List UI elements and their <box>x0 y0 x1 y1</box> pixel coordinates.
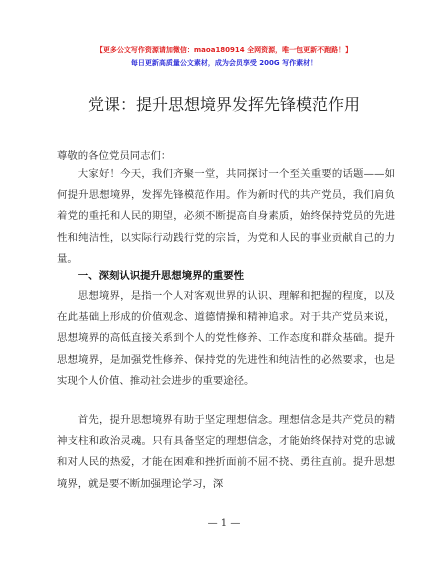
promo-banner-line: 【更多公文写作资源请加微信：maoa180914 全网资源，唯一包更新不跑路！】 <box>95 46 353 54</box>
paragraph-intro: 大家好！今天，我们齐聚一堂，共同探讨一个至关重要的话题——如何提升思想境界，发挥先锋模范作用。作为新时代的共产党员，我们肩负着党的重托和人民的期望，必须不断提高自身素质，始终保持党员的先进性和纯洁性，以实际行动践行党的宗旨，为党和人民的事业贡献自己的力量。 <box>57 168 395 265</box>
page-number: — 1 — <box>207 518 241 529</box>
paragraph-definition: 思想境界，是指一个人对客观世界的认识、理解和把握的程度，以及在此基础上形成的价值观念、道德情操和精神追求。对于共产党员来说，思想境界的高低直接关系到个人的党性修养、工作态度和群众基础。提升思想境界，是加强党性修养、保持党的先进性和纯洁性的必然要求，也是实现个人价值、推动社会进步的重要途径。 <box>57 290 395 387</box>
salutation: 尊敬的各位党员同志们： <box>57 150 172 162</box>
promo-subline: 每日更新高质量公文素材，成为会员享受 200G 写作素材！ <box>130 59 318 67</box>
paragraph-ideals: 首先，提升思想境界有助于坚定理想信念。理想信念是共产党员的精神支柱和政治灵魂。只有具备坚定的理想信念，才能始终保持对党的忠诚和对人民的热爱，才能在困难和挫折面前不屈不挠、勇往直前。提升思想境界，就是要不断加强理论学习，深 <box>57 414 395 490</box>
document-title: 党课：提升思想境界发挥先锋模范作用 <box>87 95 360 114</box>
section-heading: 一、深刻认识提升思想境界的重要性 <box>77 270 245 282</box>
